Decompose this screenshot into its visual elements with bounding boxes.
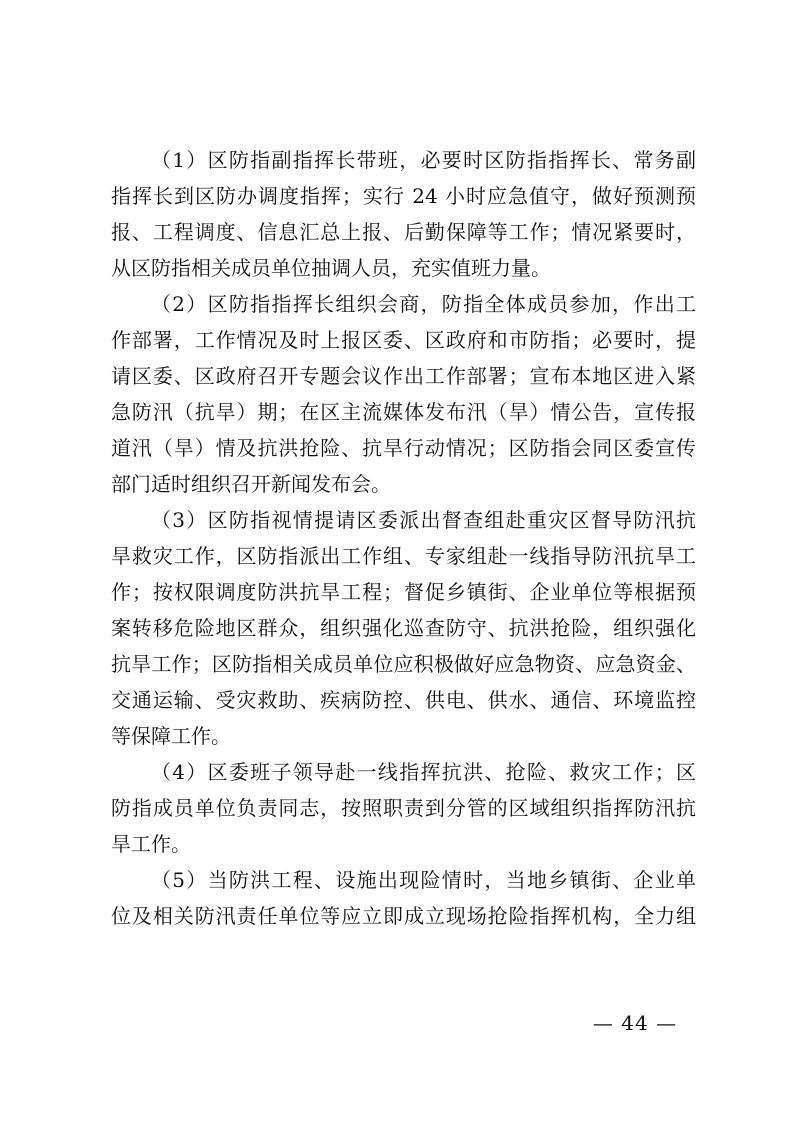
paragraph-5 (111, 862, 696, 934)
text-line: 从区防指相关成员单位抽调人员，充实值班力量。 (111, 256, 551, 280)
paragraph-4 (111, 754, 696, 862)
text-line: 指挥长到区防办调度指挥；实行 24 小时应急值守，做好预测预 (111, 184, 696, 208)
text-line: 交通运输、受灾救助、疾病防控、供电、供水、通信、环境监控 (111, 688, 696, 712)
text-line: 防指成员单位负责同志，按照职责到分管的区域组织指挥防汛抗 (111, 796, 696, 820)
text-line: 等保障工作。 (111, 724, 231, 748)
page-number: — 44 — (592, 1011, 678, 1035)
text-line: （3）区防指视情提请区委派出督查组赴重灾区督导防汛抗 (151, 508, 696, 532)
text-line: （5）当防洪工程、设施出现险情时，当地乡镇街、企业单 (151, 868, 696, 892)
text-line: 部门适时组织召开新闻发布会。 (111, 472, 391, 496)
document-body (111, 142, 696, 934)
text-line: 作；按权限调度防洪抗旱工程；督促乡镇街、企业单位等根据预 (111, 580, 696, 604)
paragraph-3 (111, 502, 696, 754)
text-line: 位及相关防汛责任单位等应立即成立现场抢险指挥机构，全力组 (111, 904, 696, 928)
text-line: 旱救灾工作，区防指派出工作组、专家组赴一线指导防汛抗旱工 (111, 544, 696, 568)
text-line: 抗旱工作；区防指相关成员单位应积极做好应急物资、应急资金、 (111, 652, 696, 676)
text-line: 请区委、区政府召开专题会议作出工作部署；宣布本地区进入紧 (111, 364, 696, 388)
text-line: 案转移危险地区群众，组织强化巡查防守、抗洪抢险，组织强化 (111, 616, 696, 640)
text-line: 急防汛（抗旱）期；在区主流媒体发布汛（旱）情公告，宣传报 (111, 400, 696, 424)
text-line: 道汛（旱）情及抗洪抢险、抗旱行动情况；区防指会同区委宣传 (111, 436, 696, 460)
text-line: 旱工作。 (111, 832, 191, 856)
text-line: （2）区防指指挥长组织会商，防指全体成员参加，作出工 (151, 292, 696, 316)
paragraph-1 (111, 142, 696, 286)
text-line: 报、工程调度、信息汇总上报、后勤保障等工作；情况紧要时， (111, 220, 696, 244)
text-line: （1）区防指副指挥长带班，必要时区防指指挥长、常务副 (151, 148, 696, 172)
text-line: 作部署，工作情况及时上报区委、区政府和市防指；必要时，提 (111, 328, 696, 352)
text-line: （4）区委班子领导赴一线指挥抗洪、抢险、救灾工作；区 (151, 760, 696, 784)
paragraph-2 (111, 286, 696, 502)
